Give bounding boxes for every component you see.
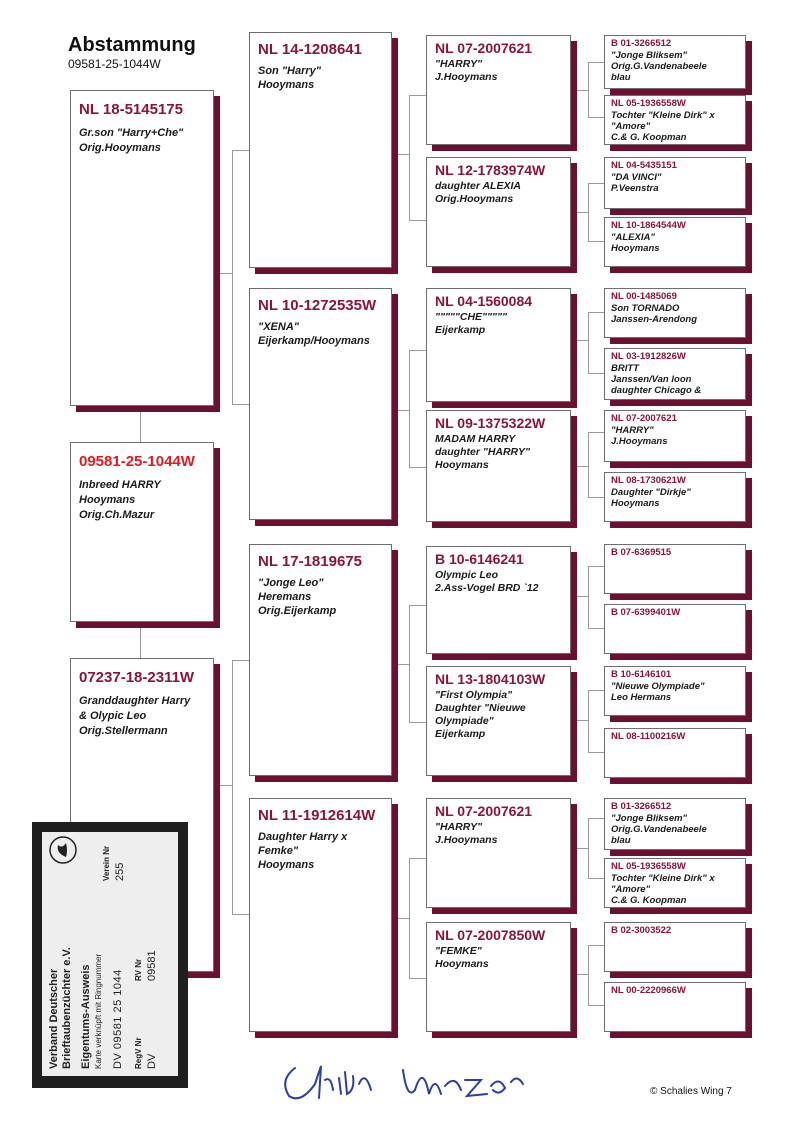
pigeon-info-line: "XENA" xyxy=(258,321,299,333)
pigeon-info-line: Olympiade" xyxy=(435,715,494,727)
connector-line xyxy=(214,785,232,786)
connector-line xyxy=(214,273,232,274)
pigeon-logo-icon xyxy=(48,835,78,865)
pigeon-info-line: Gr.son "Harry+Che" xyxy=(79,127,184,139)
connector-line xyxy=(571,848,588,849)
card-grandparent-2 xyxy=(249,288,392,520)
ring-number: 07237-18-2311W xyxy=(79,669,195,686)
pigeon-info-line: Janssen/Van loon xyxy=(611,374,692,385)
connector-line xyxy=(232,660,249,661)
connector-line xyxy=(588,62,604,63)
connector-line xyxy=(588,818,604,819)
connector-line xyxy=(571,596,588,597)
pigeon-info-line: "HARRY" xyxy=(435,821,483,833)
ring-number: NL 11-1912614W xyxy=(258,807,376,824)
card-sire xyxy=(70,90,214,406)
pigeon-info-line: "Amore" xyxy=(611,121,651,132)
ring-number: NL 04-1560084 xyxy=(435,293,533,309)
connector-line xyxy=(232,914,249,915)
connector-line xyxy=(232,660,233,914)
pigeon-info-line: daughter "HARRY" xyxy=(435,446,530,458)
connector-line xyxy=(588,566,589,628)
card-great-grandparent-2 xyxy=(426,157,571,267)
pigeon-info-line: "Jonge Bliksem" xyxy=(611,50,688,61)
connector-line xyxy=(392,154,409,155)
connector-line xyxy=(409,978,426,979)
connector-line xyxy=(588,752,604,753)
connector-line xyxy=(409,95,410,220)
pigeon-info-line: "DA VINCI" xyxy=(611,172,662,183)
card-title: Eigentums-Ausweis xyxy=(80,964,92,1069)
card-great-grandparent-7 xyxy=(426,798,571,908)
card-great-great-grandparent-15 xyxy=(604,922,746,972)
connector-line xyxy=(571,212,588,213)
pigeon-info-line: Son TORNADO xyxy=(611,303,680,314)
connector-line xyxy=(588,878,604,879)
card-great-grandparent-4 xyxy=(426,410,571,522)
pigeon-info-line: J.Hooymans xyxy=(611,436,668,447)
connector-line xyxy=(232,150,249,151)
pigeon-info-line: Hooymans xyxy=(258,79,315,91)
pigeon-info-line: Granddaughter Harry xyxy=(79,695,191,707)
copyright-notice: © Schalies Wing 7 xyxy=(650,1086,732,1097)
pigeon-info-line: blau xyxy=(611,835,631,846)
pigeon-info-line: Eijerkamp xyxy=(435,728,486,740)
pigeon-info-line: Orig.G.Vandenabeele xyxy=(611,824,707,835)
ownership-card-content xyxy=(42,832,178,1076)
ring-number: NL 10-1864544W xyxy=(611,220,686,231)
connector-line xyxy=(588,312,589,373)
ring-number: NL 18-5145175 xyxy=(79,101,183,118)
card-great-great-grandparent-10 xyxy=(604,604,746,654)
card-grandparent-4 xyxy=(249,798,392,1032)
page-title: Abstammung xyxy=(68,34,196,56)
connector-line xyxy=(409,605,410,722)
card-great-great-grandparent-4 xyxy=(604,217,746,267)
pigeon-info-line: "ALEXIA" xyxy=(611,232,655,243)
connector-line xyxy=(588,432,589,497)
card-great-great-grandparent-12 xyxy=(604,728,746,778)
connector-line xyxy=(409,858,410,978)
card-great-grandparent-3 xyxy=(426,288,571,402)
card-subtitle: Karte verknüpft mit Ringnummer xyxy=(94,953,103,1069)
connector-line xyxy=(588,945,604,946)
connector-line xyxy=(409,350,426,351)
ring-number: NL 05-1936558W xyxy=(611,861,686,872)
card-verein-value: 255 xyxy=(114,862,126,881)
pigeon-info-line: Tochter "Kleine Dirk" x xyxy=(611,873,715,884)
signature xyxy=(275,1050,535,1110)
pigeon-info-line: Janssen-Arendong xyxy=(611,314,698,325)
pigeon-info-line: daughter ALEXIA xyxy=(435,180,521,192)
pigeon-info-line: "HARRY" xyxy=(611,425,654,436)
ring-number: NL 12-1783974W xyxy=(435,162,546,178)
connector-line xyxy=(571,90,588,91)
ring-number: B 10-6146241 xyxy=(435,551,524,567)
connector-line xyxy=(588,628,604,629)
card-great-great-grandparent-1 xyxy=(604,35,746,89)
pigeon-info-line: J.Hooymans xyxy=(435,71,498,83)
pigeon-info-line: "Jonge Bliksem" xyxy=(611,813,688,824)
ring-number: NL 08-1100216W xyxy=(611,731,686,742)
connector-line xyxy=(588,497,604,498)
pigeon-info-line: """""CHE""""" xyxy=(435,311,507,323)
connector-line xyxy=(392,918,409,919)
card-regv-value: DV xyxy=(146,1053,158,1069)
connector-line xyxy=(571,974,588,975)
pigeon-info-line: J.Hooymans xyxy=(435,834,498,846)
document-header xyxy=(68,34,196,71)
pigeon-info-line: C.& G. Koopman xyxy=(611,132,687,143)
ring-number: NL 04-5435151 xyxy=(611,160,677,171)
ring-number: NL 00-2220966W xyxy=(611,985,686,996)
connector-line xyxy=(588,117,604,118)
card-ring-number: DV 09581 25 1044 xyxy=(112,969,124,1069)
connector-line xyxy=(409,605,426,606)
pigeon-info-line: C.& G. Koopman xyxy=(611,895,687,906)
pigeon-info-line: Hooymans xyxy=(435,459,489,471)
ring-number: NL 17-1819675 xyxy=(258,553,362,570)
pigeon-info-line: Olympic Leo xyxy=(435,569,499,581)
card-verein-label: Verein Nr xyxy=(102,845,111,881)
pigeon-info-line: Femke" xyxy=(258,845,299,857)
card-org-line1: Verband Deutscher xyxy=(48,968,60,1069)
pigeon-info-line: Orig.Hooymans xyxy=(435,193,514,205)
connector-line xyxy=(409,220,426,221)
pigeon-info-line: P.Veenstra xyxy=(611,183,659,194)
connector-line xyxy=(588,373,604,374)
pigeon-info-line: daughter Chicago & xyxy=(611,385,702,396)
ring-number: B 07-6369515 xyxy=(611,547,672,558)
pigeon-info-line: Daughter Harry x xyxy=(258,831,348,843)
pigeon-info-line: MADAM HARRY xyxy=(435,433,516,445)
card-great-great-grandparent-3 xyxy=(604,157,746,209)
connector-line xyxy=(392,410,409,411)
card-great-great-grandparent-11 xyxy=(604,666,746,716)
connector-line xyxy=(588,432,604,433)
connector-line xyxy=(140,622,141,658)
ring-number: B 02-3003522 xyxy=(611,925,672,936)
ring-number: B 01-3266512 xyxy=(611,801,672,812)
card-grandparent-3 xyxy=(249,544,392,776)
card-great-grandparent-8 xyxy=(426,922,571,1032)
pigeon-info-line: Heremans xyxy=(258,591,312,603)
pigeon-info-line: Son "Harry" xyxy=(258,65,322,77)
connector-line xyxy=(409,467,426,468)
connector-line xyxy=(409,350,410,467)
pigeon-info-line: "Jonge Leo" xyxy=(258,577,324,589)
card-great-grandparent-1 xyxy=(426,35,571,145)
connector-line xyxy=(588,566,604,567)
card-grandparent-1 xyxy=(249,32,392,268)
connector-line xyxy=(588,818,589,878)
pigeon-info-line: Eijerkamp xyxy=(435,324,486,336)
page-subtitle: 09581-25-1044W xyxy=(68,57,161,71)
card-rv-value: 09581 xyxy=(146,950,158,981)
ring-number: NL 07-2007850W xyxy=(435,927,546,943)
pigeon-info-line: Orig.Stellermann xyxy=(79,725,168,737)
ring-number: NL 03-1912826W xyxy=(611,351,686,362)
connector-line xyxy=(232,404,249,405)
card-great-grandparent-5 xyxy=(426,546,571,654)
pigeon-info-line: "FEMKE" xyxy=(435,945,482,957)
ring-number: B 07-6399401W xyxy=(611,607,681,618)
connector-line xyxy=(409,95,426,96)
ring-number: NL 07-2007621 xyxy=(435,803,533,819)
connector-line xyxy=(571,340,588,341)
pigeon-info-line: BRITT xyxy=(611,363,639,374)
card-org-name xyxy=(48,947,74,1069)
connector-line xyxy=(409,858,426,859)
card-regv-label: RegV Nr xyxy=(134,1037,143,1069)
pigeon-info-line: Hooymans xyxy=(611,498,660,509)
pigeon-info-line: Hooymans xyxy=(258,859,315,871)
connector-line xyxy=(409,722,426,723)
card-great-great-grandparent-16 xyxy=(604,982,746,1032)
card-org-line2: Brieftaubenzüchter e.V. xyxy=(61,947,73,1069)
pigeon-info-line: Daughter "Nieuwe xyxy=(435,702,526,714)
connector-line xyxy=(571,466,588,467)
pigeon-info-line: "Amore" xyxy=(611,884,651,895)
connector-line xyxy=(392,664,409,665)
connector-line xyxy=(588,690,604,691)
pigeon-info-line: Leo Hermans xyxy=(611,692,672,703)
ring-number: B 01-3266512 xyxy=(611,38,672,49)
ring-number: NL 07-2007621 xyxy=(611,413,677,424)
pigeon-info-line: Hooymans xyxy=(611,243,660,254)
ring-number: NL 07-2007621 xyxy=(435,40,533,56)
connector-line xyxy=(588,1005,604,1006)
ring-number: NL 13-1804103W xyxy=(435,671,546,687)
connector-line xyxy=(588,62,589,117)
connector-line xyxy=(588,183,604,184)
card-great-great-grandparent-14 xyxy=(604,858,746,908)
card-great-great-grandparent-6 xyxy=(604,348,746,400)
pigeon-info-line: Orig.Eijerkamp xyxy=(258,605,337,617)
connector-line xyxy=(588,690,589,752)
pigeon-info-line: Hooymans xyxy=(79,494,136,506)
pigeon-info-line: "HARRY" xyxy=(435,58,483,70)
pigeon-info-line: "Nieuwe Olympiade" xyxy=(611,681,705,692)
pigeon-info-line: Orig.Hooymans xyxy=(79,142,161,154)
pigeon-info-line: "First Olympia" xyxy=(435,689,513,701)
ring-number: NL 05-1936558W xyxy=(611,98,686,109)
pigeon-info-line: Daughter "Dirkje" xyxy=(611,487,691,498)
ownership-card xyxy=(32,822,188,1088)
card-great-great-grandparent-8 xyxy=(604,472,746,522)
card-great-great-grandparent-13 xyxy=(604,798,746,850)
card-subject xyxy=(70,442,214,622)
connector-line xyxy=(232,150,233,404)
ownership-card-inner xyxy=(42,832,178,1076)
pigeon-info-line: blau xyxy=(611,72,631,83)
connector-line xyxy=(588,312,604,313)
card-great-great-grandparent-7 xyxy=(604,410,746,462)
connector-line xyxy=(588,241,604,242)
pigeon-info-line: Tochter "Kleine Dirk" x xyxy=(611,110,715,121)
ring-number: NL 14-1208641 xyxy=(258,41,362,58)
card-great-grandparent-6 xyxy=(426,666,571,776)
card-rv-label: RV Nr xyxy=(134,958,143,981)
pigeon-info-line: 2.Ass-Vogel BRD `12 xyxy=(435,582,539,594)
pigeon-info-line: Eijerkamp/Hooymans xyxy=(258,335,370,347)
ring-number: NL 10-1272535W xyxy=(258,297,377,314)
connector-line xyxy=(588,945,589,1005)
pigeon-info-line: Inbreed HARRY xyxy=(79,479,161,491)
pigeon-info-line: Hooymans xyxy=(435,958,489,970)
ring-number: NL 00-1485069 xyxy=(611,291,677,302)
connector-line xyxy=(571,720,588,721)
pigeon-info-line: & Olypic Leo xyxy=(79,710,147,722)
connector-line xyxy=(140,406,141,442)
connector-line xyxy=(588,183,589,241)
ring-number: B 10-6146101 xyxy=(611,669,672,680)
ring-number: NL 09-1375322W xyxy=(435,415,546,431)
ring-number: 09581-25-1044W xyxy=(79,453,195,470)
pigeon-info-line: Orig.G.Vandenabeele xyxy=(611,61,707,72)
card-great-great-grandparent-5 xyxy=(604,288,746,338)
card-great-great-grandparent-9 xyxy=(604,544,746,594)
ring-number: NL 08-1730621W xyxy=(611,475,686,486)
pigeon-info-line: Orig.Ch.Mazur xyxy=(79,509,155,521)
card-great-great-grandparent-2 xyxy=(604,95,746,145)
